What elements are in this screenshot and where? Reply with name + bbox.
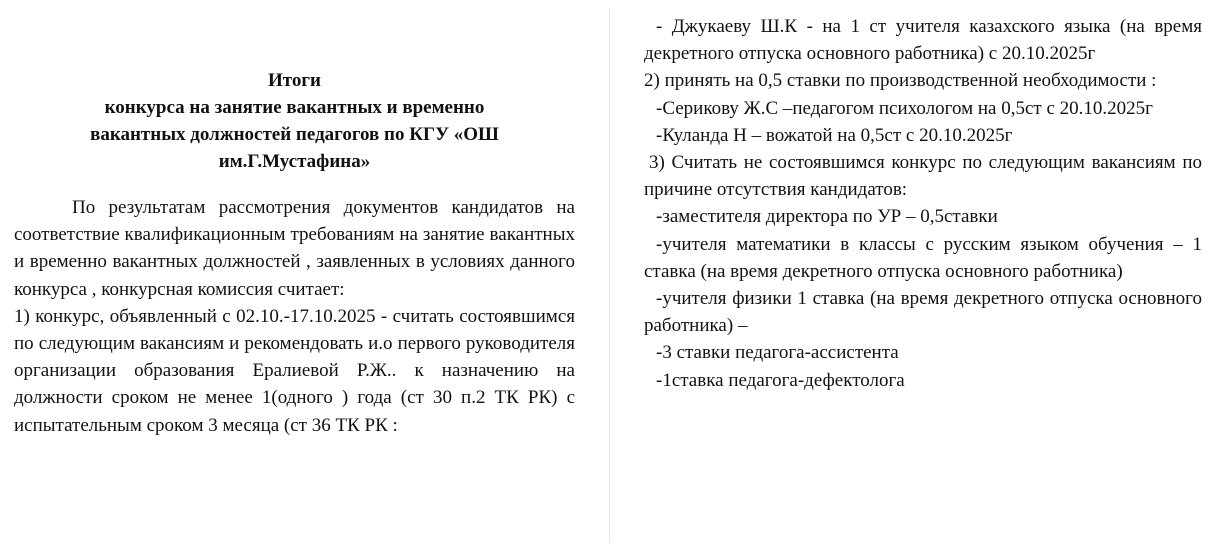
decision-item-3: 3) Считать не состоявшимся конкурс по следующим вакансиям по причине отсутствия кандидатов:	[644, 152, 1202, 201]
title-line: Итоги	[268, 70, 321, 91]
title-line: конкурса на занятие вакантных и временно	[104, 97, 485, 118]
intro-paragraph: По результатам рассмотрения документов кандидатов на соответствие квалификационным требованиям на занятие вакантных и временно вакантных должностей , заявленных в условиях данного конкурса , конкурсная комиссия считает:	[14, 197, 575, 300]
document-title	[14, 67, 575, 175]
appointment-line: -Серикову Ж.С –педагогом психологом на 0,5ст с 20.10.2025г	[656, 97, 1153, 119]
vacancy-line: -учителя математики в классы с русским языком обучения – 1 ставка (на время декретного отпуска основного работника)	[644, 233, 1202, 282]
vacancy-line: -заместителя директора по УР – 0,5ставки	[656, 206, 998, 228]
vacancy-line: -учителя физики 1 ставка (на время декретного отпуска основного работника) –	[644, 288, 1202, 337]
right-column	[644, 13, 1202, 394]
vacancy-line: -1ставка педагога-дефектолога	[656, 369, 905, 391]
decision-item-2: 2) принять на 0,5 ставки по производственной необходимости :	[644, 70, 1157, 92]
column-divider	[609, 8, 610, 543]
left-column	[14, 0, 575, 439]
appointment-line: - Джукаеву Ш.К - на 1 ст учителя казахского языка (на время декретного отпуска основного работника) с 20.10.2025г	[644, 16, 1202, 65]
vacancy-line: -3 ставки педагога-ассистента	[656, 342, 899, 364]
appointment-line: -Куланда Н – вожатой на 0,5ст с 20.10.2025г	[656, 124, 1013, 146]
title-line: вакантных должностей педагогов по КГУ «ОШ	[90, 124, 499, 145]
decision-item-1: 1) конкурс, объявленный с 02.10.-17.10.2025 - считать состоявшимся по следующим вакансиям и рекомендовать и.о первого руководителя организации образования Ералиевой Р.Ж.. к назначению на должности сроком не менее 1(одного ) года (ст 30 п.2 ТК РК) с испытательным сроком 3 месяца (ст 36 ТК РК :	[14, 305, 575, 436]
title-line: им.Г.Мустафина»	[218, 151, 371, 172]
